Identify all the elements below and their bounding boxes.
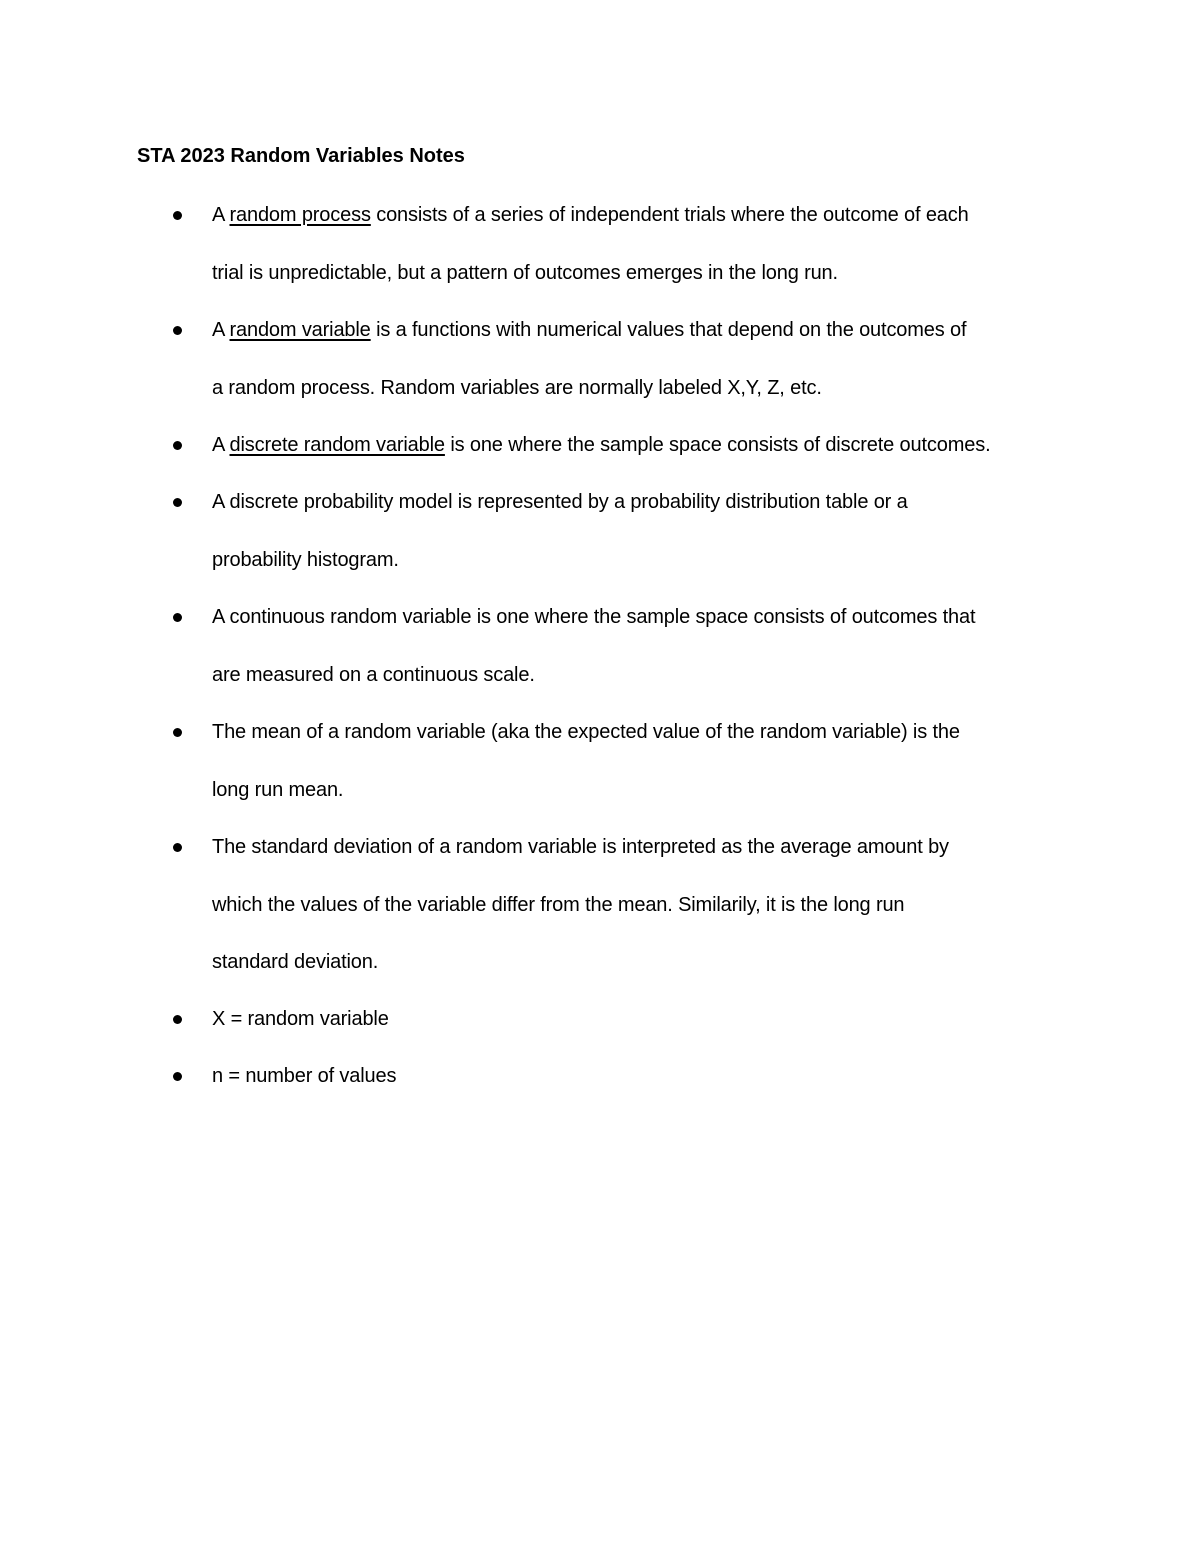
bullet-icon	[173, 1072, 182, 1081]
bullet-icon	[173, 441, 182, 450]
note-line: A continuous random variable is one where the sample space consists of outcomes that	[212, 606, 976, 628]
bullet-icon	[173, 728, 182, 737]
document-title: STA 2023 Random Variables Notes	[137, 145, 465, 167]
note-prefix: A	[212, 319, 230, 341]
note-suffix: is one where the sample space consists of discrete outcomes.	[444, 434, 991, 456]
note-line: The standard deviation of a random variable is interpreted as the average amount by	[212, 836, 949, 858]
term-random-process: random process	[229, 204, 371, 226]
note-line: standard deviation.	[212, 951, 379, 973]
bullet-icon	[173, 613, 182, 622]
note-line: are measured on a continuous scale.	[212, 663, 535, 686]
note-line	[212, 302, 1092, 360]
note-text	[212, 474, 1092, 589]
bullet-icon	[173, 843, 182, 852]
bullet-icon	[173, 211, 182, 220]
note-suffix: is a functions with numerical values that depend on the outcomes of	[370, 319, 967, 341]
term-random-variable: random variable	[229, 319, 371, 341]
bullet-icon	[173, 498, 182, 507]
note-text	[212, 589, 1092, 704]
note-line: X = random variable	[212, 1008, 389, 1030]
note-text	[212, 991, 1092, 1049]
bullet-icon	[173, 1015, 182, 1024]
note-text	[212, 187, 1092, 302]
note-line: n = number of values	[212, 1065, 397, 1087]
note-line	[212, 417, 1092, 475]
bullet-icon	[173, 326, 182, 335]
note-line: which the values of the variable differ from the mean. Similarily, it is the long run	[212, 893, 905, 916]
note-line: probability histogram.	[212, 548, 399, 571]
note-line: trial is unpredictable, but a pattern of outcomes emerges in the long run.	[212, 261, 838, 284]
note-prefix: A	[212, 434, 230, 456]
note-prefix: A	[212, 204, 230, 226]
note-line: The mean of a random variable (aka the expected value of the random variable) is the	[212, 721, 960, 743]
term-discrete-random-variable: discrete random variable	[229, 434, 445, 456]
note-line: long run mean.	[212, 778, 344, 801]
note-text	[212, 302, 1092, 417]
note-text	[212, 1048, 1092, 1106]
note-suffix: consists of a series of independent trials where the outcome of each	[370, 204, 969, 226]
note-text	[212, 819, 1092, 992]
note-line: A discrete probability model is represented by a probability distribution table or a	[212, 491, 908, 513]
note-line	[212, 187, 1092, 245]
note-text	[212, 417, 1092, 475]
note-line: a random process. Random variables are normally labeled X,Y, Z, etc.	[212, 376, 822, 399]
note-text	[212, 704, 1092, 819]
